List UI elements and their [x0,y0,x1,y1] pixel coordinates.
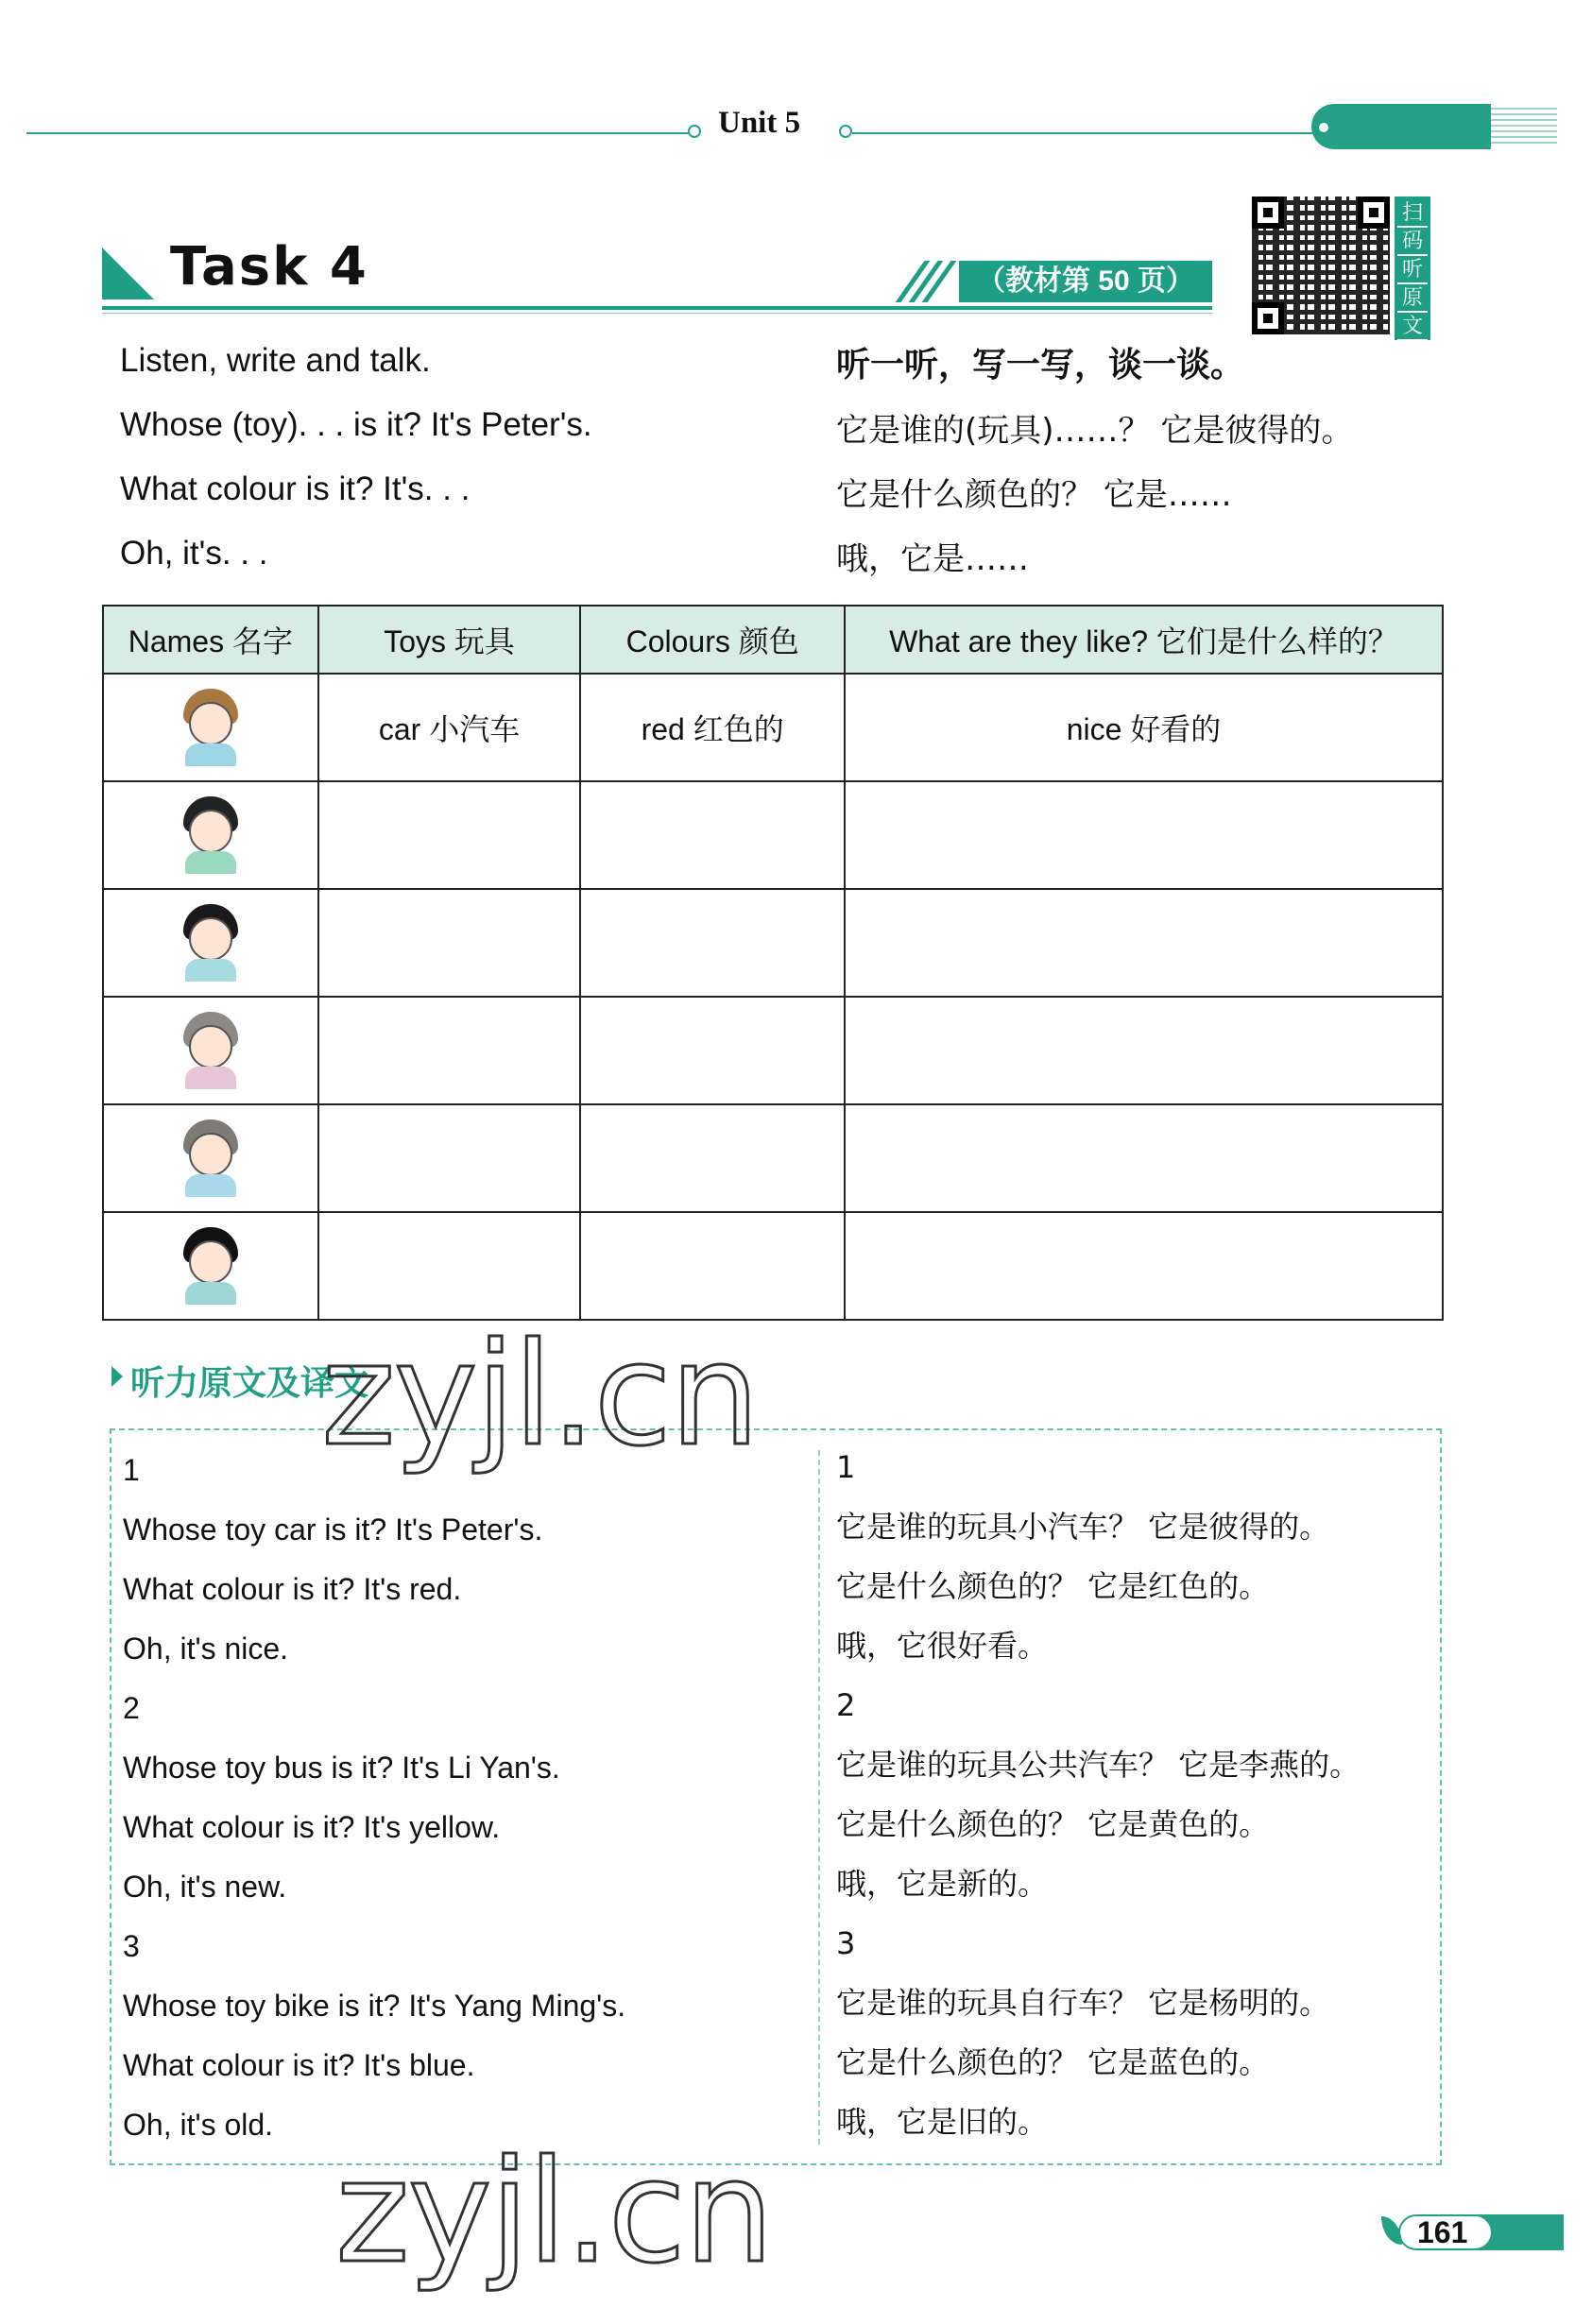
listening-en-line: Whose toy bus is it? It's Li Yan's. [123,1751,560,1785]
listening-en-line: Oh, it's old. [123,2108,274,2142]
instruction-cn-4: 哦，它是…… [836,540,1029,578]
like-cell[interactable]: nice 好看的 [845,674,1443,781]
listening-en-line: Oh, it's new. [123,1870,287,1904]
colour-cell[interactable]: red 红色的 [580,674,845,781]
watermark-bottom: zyjl.cn [335,2130,773,2295]
table-row [103,1212,1443,1320]
instruction-en-1: Listen, write and talk. [120,342,431,379]
watermark-top: zyjl.cn [321,1313,759,1478]
girl-face-icon [176,795,246,876]
listening-en-line: What colour is it? It's yellow. [123,1810,501,1844]
header-names: Names 名字 [103,606,318,674]
listening-en-line: Whose toy bike is it? It's Yang Ming's. [123,1989,626,2023]
girl-face-icon [176,1225,246,1307]
toy-cell[interactable]: car 小汽车 [318,674,581,781]
listening-section-title: 听力原文及译文 [130,1364,369,1403]
listening-cn-line: 哦，它很好看。 [836,1628,1049,1664]
boy-face-icon [176,687,246,768]
page-ref-label: （教材第 50 页） [959,261,1212,302]
table-row [103,674,1443,781]
table-row [103,781,1443,889]
listening-cn-line: 它是谁的玩具公共汽车？ 它是李燕的。 [836,1747,1361,1783]
listening-cn-line: 1 [836,1449,856,1485]
task-triangle-icon [102,248,154,299]
listening-cn-line: 它是谁的玩具自行车？ 它是杨明的。 [836,1985,1330,2021]
table-row [103,1104,1443,1212]
listening-divider [818,1450,820,2145]
page-number: 161 [1417,2215,1468,2249]
instruction-en-2: Whose (toy). . . is it? It's Peter's. [120,406,592,443]
boy-face-icon [176,1118,246,1199]
page-ref-banner [902,261,1212,302]
instruction-en-3: What colour is it? It's. . . [120,470,471,507]
like-cell[interactable] [845,997,1443,1104]
face-cell [103,889,318,997]
like-cell[interactable] [845,1212,1443,1320]
header-rule-dot-right [839,125,852,138]
colour-cell[interactable] [580,997,845,1104]
header-tab [1311,104,1491,149]
boy-face-icon [176,902,246,983]
header-stripes [1491,108,1557,145]
instruction-cn-2: 它是谁的(玩具)……？ 它是彼得的。 [836,412,1354,450]
listening-cn-line: 它是什么颜色的？ 它是蓝色的。 [836,2044,1270,2080]
face-cell [103,781,318,889]
leaf-icon [1381,2216,1402,2245]
toy-cell[interactable] [318,889,581,997]
instruction-cn-1: 听一听，写一写，谈一谈。 [836,346,1245,384]
task-rule-thin [102,313,1212,314]
table-row [103,889,1443,997]
qr-side-label: 扫 码 听 原 文 [1395,197,1430,340]
header-tab-dot [1319,123,1328,132]
listening-en-line: 2 [123,1691,140,1725]
colour-cell[interactable] [580,1212,845,1320]
colour-cell[interactable] [580,781,845,889]
face-cell [103,674,318,781]
task-rule [102,306,1212,310]
task-title: Task 4 [170,236,368,298]
answer-table [102,605,1444,1321]
header-rule-right [852,132,1315,134]
toy-cell[interactable] [318,997,581,1104]
colour-cell[interactable] [580,889,845,997]
listening-en-line: 1 [123,1453,140,1487]
listening-cn-line: 它是什么颜色的？ 它是红色的。 [836,1568,1270,1604]
qr-finder-bottom-left [1252,302,1284,334]
instruction-cn-3: 它是什么颜色的？ 它是…… [836,476,1232,514]
toy-cell[interactable] [318,1212,581,1320]
section-arrow-icon [111,1366,123,1387]
unit-title: Unit 5 [718,106,801,140]
header-rule-left [26,132,699,134]
face-cell [103,1104,318,1212]
listening-en-line: Oh, it's nice. [123,1632,289,1666]
listening-en-line: 3 [123,1929,140,1963]
listening-cn-line: 哦，它是旧的。 [836,2104,1049,2140]
like-cell[interactable] [845,781,1443,889]
listening-cn-line: 2 [836,1687,856,1723]
girl-face-icon [176,1010,246,1091]
qr-finder-top-right [1358,197,1390,229]
qr-finder-top-left [1252,197,1284,229]
like-cell[interactable] [845,1104,1443,1212]
listening-cn-line: 它是谁的玩具小汽车？ 它是彼得的。 [836,1509,1330,1545]
toy-cell[interactable] [318,1104,581,1212]
like-cell[interactable] [845,889,1443,997]
header-colours: Colours 颜色 [580,606,845,674]
table-header-row [103,606,1443,674]
listening-en-line: What colour is it? It's red. [123,1572,462,1606]
toy-cell[interactable] [318,781,581,889]
listening-en-line: Whose toy car is it? It's Peter's. [123,1512,543,1546]
listening-cn-line: 3 [836,1925,856,1961]
header-like: What are they like? 它们是什么样的？ [845,606,1443,674]
face-cell [103,1212,318,1320]
listening-en-line: What colour is it? It's blue. [123,2048,475,2082]
colour-cell[interactable] [580,1104,845,1212]
listening-cn-line: 它是什么颜色的？ 它是黄色的。 [836,1806,1270,1842]
instruction-en-4: Oh, it's. . . [120,535,268,572]
header-toys: Toys 玩具 [318,606,581,674]
listening-cn-line: 哦，它是新的。 [836,1866,1049,1902]
table-row [103,997,1443,1104]
face-cell [103,997,318,1104]
header-rule-dot-left [688,125,701,138]
